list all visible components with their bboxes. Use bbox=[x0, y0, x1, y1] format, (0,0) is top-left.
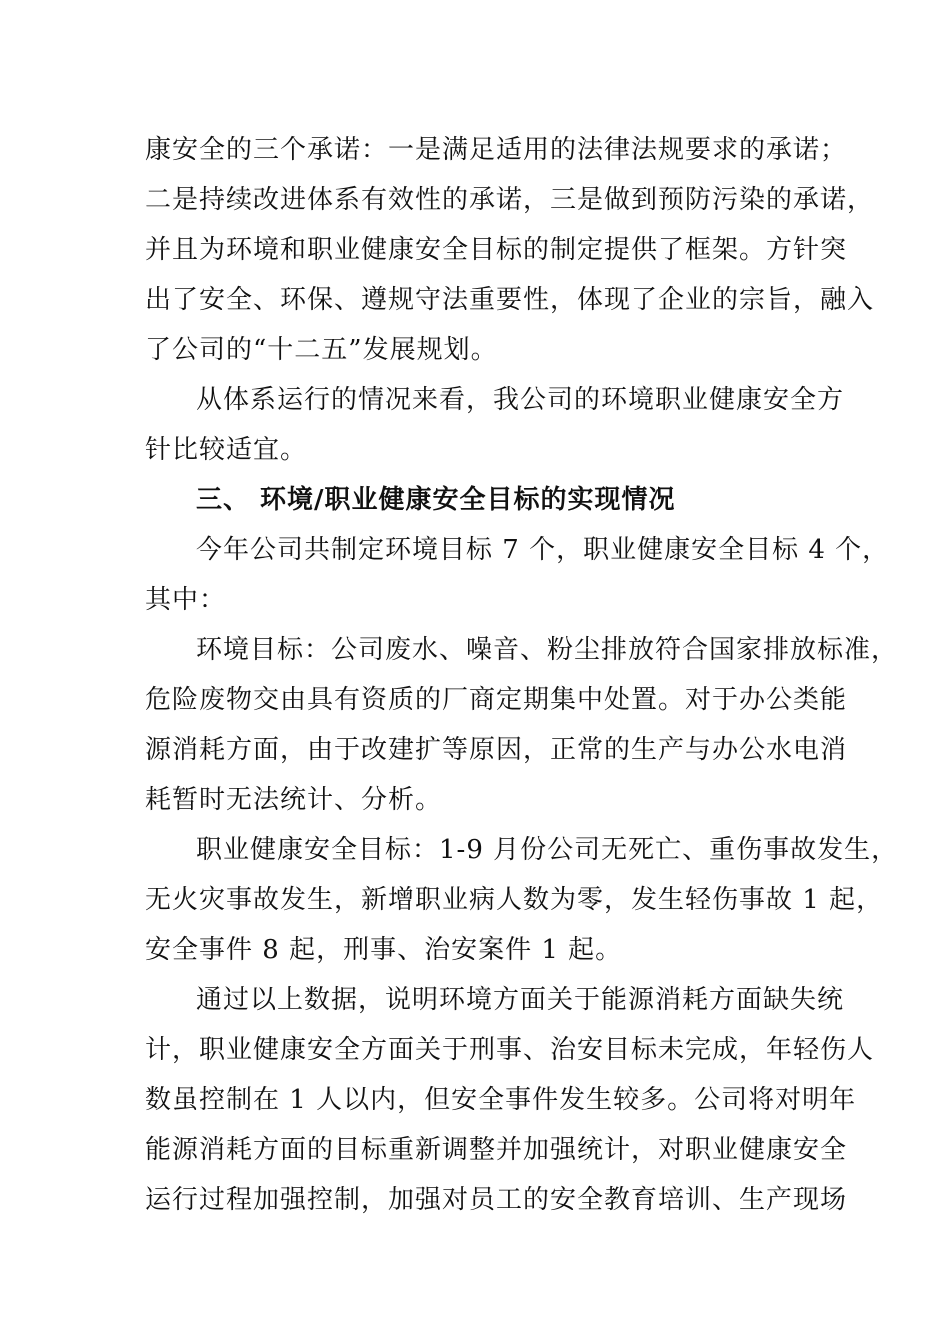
paragraph-2-line-2: 针比较适宜。 bbox=[145, 435, 308, 465]
paragraph-6-line-5: 运行过程加强控制，加强对员工的安全教育培训、生产现场 bbox=[145, 1185, 848, 1215]
section-heading: 三、 环境/职业健康安全目标的实现情况 bbox=[196, 485, 676, 515]
paragraph-1-line-2: 二是持续改进体系有效性的承诺，三是做到预防污染的承诺， bbox=[145, 185, 875, 215]
paragraph-4-line-1: 环境目标：公司废水、噪音、粉尘排放符合国家排放标准， bbox=[196, 635, 899, 665]
paragraph-4-line-4: 耗暂时无法统计、分析。 bbox=[145, 785, 443, 815]
paragraph-6-line-3: 数虽控制在 1 人以内，但安全事件发生较多。公司将对明年 bbox=[145, 1085, 857, 1115]
paragraph-5-line-1: 职业健康安全目标：1-9 月份公司无死亡、重伤事故发生， bbox=[196, 835, 899, 865]
paragraph-1-line-4: 出了安全、环保、遵规守法重要性，体现了企业的宗旨，融入 bbox=[145, 285, 875, 315]
paragraph-5-line-3: 安全事件 8 起，刑事、治安案件 1 起。 bbox=[145, 935, 623, 965]
paragraph-2-line-1: 从体系运行的情况来看，我公司的环境职业健康安全方 bbox=[196, 385, 845, 415]
paragraph-1-line-5: 了公司的“十二五”发展规划。 bbox=[145, 335, 498, 365]
paragraph-6-line-4: 能源消耗方面的目标重新调整并加强统计，对职业健康安全 bbox=[145, 1135, 848, 1165]
paragraph-1-line-1: 康安全的三个承诺：一是满足适用的法律法规要求的承诺； bbox=[145, 135, 848, 165]
paragraph-3-line-1: 今年公司共制定环境目标 7 个，职业健康安全目标 4 个， bbox=[196, 535, 890, 565]
paragraph-1-line-3: 并且为环境和职业健康安全目标的制定提供了框架。方针突 bbox=[145, 235, 848, 265]
paragraph-4-line-2: 危险废物交由具有资质的厂商定期集中处置。对于办公类能 bbox=[145, 685, 848, 715]
paragraph-4-line-3: 源消耗方面，由于改建扩等原因，正常的生产与办公水电消 bbox=[145, 735, 848, 765]
paragraph-6-line-1: 通过以上数据，说明环境方面关于能源消耗方面缺失统 bbox=[196, 985, 845, 1015]
paragraph-3-line-2: 其中： bbox=[145, 585, 227, 615]
paragraph-6-line-2: 计，职业健康安全方面关于刑事、治安目标未完成，年轻伤人 bbox=[145, 1035, 875, 1065]
paragraph-5-line-2: 无火灾事故发生，新增职业病人数为零，发生轻伤事故 1 起， bbox=[145, 885, 884, 915]
